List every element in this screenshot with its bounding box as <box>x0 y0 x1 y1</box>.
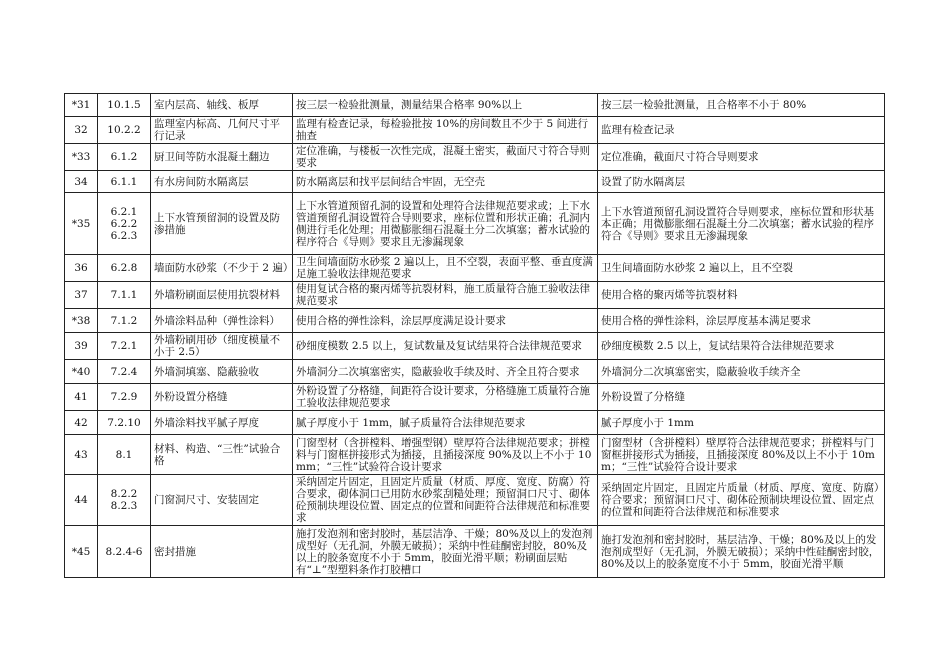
result-text: 砂细度模数 2.5 以上，复试结果符合法律规范要求 <box>598 333 885 360</box>
result-text: 腻子厚度小于 1mm <box>598 411 885 435</box>
table-row <box>65 94 885 117</box>
clause-reference: 10.1.5 <box>98 94 151 117</box>
clause-reference: 6.2.8 <box>98 255 151 282</box>
table-row <box>65 526 885 578</box>
clause-reference: 10.2.2 <box>98 117 151 144</box>
check-item: 上下水管预留洞的设置及防渗措施 <box>151 193 293 255</box>
result-text: 上下水管道预留孔洞设置符合导则要求，座标位置和形状基本正确；用微膨胀细石混凝土分二次填塞；蓄水试验的程序符合《导则》要求且无渗漏现象 <box>598 193 885 255</box>
requirement-text: 砂细度模数 2.5 以上，复试数量及复试结果符合法律规范要求 <box>293 333 598 360</box>
check-item: 厨卫间等防水混凝土翻边 <box>151 144 293 171</box>
check-item: 监理室内标高、几何尺寸平行记录 <box>151 117 293 144</box>
row-number: 37 <box>65 282 98 309</box>
requirement-text: 外墙洞分二次填塞密实，隐蔽验收手续及时、齐全且符合要求 <box>293 360 598 384</box>
requirement-text: 施打发泡剂和密封胶时，基层洁净、干燥；80%及以上的发泡剂成型好（无孔洞，外膜无破损）；采纳中性硅酮密封胶，80%及以上的胶条宽度不小于 5mm，胶面光滑平顺；粉刷面层贴有“⊥”型塑料条作打胶槽口 <box>293 526 598 578</box>
requirement-text: 按三层一检验批测量，测量结果合格率 90%以上 <box>293 94 598 117</box>
check-item: 密封措施 <box>151 526 293 578</box>
table-row <box>65 411 885 435</box>
inspection-table-body <box>65 94 885 578</box>
requirement-text: 防水隔离层和找平层间结合牢固，无空壳 <box>293 171 598 193</box>
requirement-text: 监理有检查记录，每检验批按 10%的房间数且不少于 5 间进行抽查 <box>293 117 598 144</box>
requirement-text: 使用合格的弹性涂料，涂层厚度满足设计要求 <box>293 309 598 333</box>
row-number: 44 <box>65 475 98 526</box>
check-item: 材料、构造、“三性”试验合格 <box>151 435 293 475</box>
requirement-text: 采纳固定片固定，且固定片质量（材质、厚度、宽度、防腐）符合要求，砌体洞口已用防水砂浆刮糙处理；预留洞口尺寸、砌体砼预制块埋设位置、固定点的位置和间距符合法律规范和标准要求 <box>293 475 598 526</box>
row-number: *31 <box>65 94 98 117</box>
result-text: 监理有检查记录 <box>598 117 885 144</box>
check-item: 外墙涂料品种（弹性涂料） <box>151 309 293 333</box>
clause-reference: 6.1.2 <box>98 144 151 171</box>
row-number: *35 <box>65 193 98 255</box>
check-item: 门窗洞尺寸、安装固定 <box>151 475 293 526</box>
clause-reference: 7.1.2 <box>98 309 151 333</box>
check-item: 外墙粉刷面层使用抗裂材料 <box>151 282 293 309</box>
row-number: 36 <box>65 255 98 282</box>
requirement-text: 定位准确，与楼板一次性完成，混凝土密实，截面尺寸符合导则要求 <box>293 144 598 171</box>
row-number: 42 <box>65 411 98 435</box>
clause-reference: 7.2.4 <box>98 360 151 384</box>
requirement-text: 卫生间墙面防水砂浆 2 遍以上，且不空裂，表面平整、垂直度满足施工验收法律规范要求 <box>293 255 598 282</box>
result-text: 外粉设置了分格缝 <box>598 384 885 411</box>
table-row <box>65 171 885 193</box>
row-number: 43 <box>65 435 98 475</box>
table-row <box>65 435 885 475</box>
table-row <box>65 117 885 144</box>
check-item: 外墙粉刷用砂（细度模量不小于 2.5） <box>151 333 293 360</box>
result-text: 施打发泡剂和密封胶时，基层洁净、干燥；80%及以上的发泡剂成型好（无孔洞，外膜无破损）；采纳中性硅酮密封胶，80%及以上的胶条宽度不小于 5mm，胶面光滑平顺 <box>598 526 885 578</box>
row-number: *33 <box>65 144 98 171</box>
row-number: 39 <box>65 333 98 360</box>
check-item: 墙面防水砂浆（不少于 2 遍） <box>151 255 293 282</box>
clause-reference: 7.1.1 <box>98 282 151 309</box>
check-item: 有水房间防水隔离层 <box>151 171 293 193</box>
row-number: *38 <box>65 309 98 333</box>
requirement-text: 门窗型材（含拼樘料、增强型钢）壁厚符合法律规范要求；拼樘料与门窗框拼接形式为插接，且插接深度 90%及以上不小于 10mm；“三性”试验符合设计要求 <box>293 435 598 475</box>
table-row <box>65 360 885 384</box>
result-text: 使用合格的聚丙烯等抗裂材料 <box>598 282 885 309</box>
check-item: 室内层高、轴线、板厚 <box>151 94 293 117</box>
row-number: 34 <box>65 171 98 193</box>
row-number: 41 <box>65 384 98 411</box>
clause-reference: 8.2.4-6 <box>98 526 151 578</box>
table-row <box>65 144 885 171</box>
result-text: 门窗型材（含拼樘料）壁厚符合法律规范要求；拼樘料与门窗框拼接形式为插接，且插接深度 80%及以上不小于 10mm；“三性”试验符合设计要求 <box>598 435 885 475</box>
result-text: 使用合格的弹性涂料，涂层厚度基本满足要求 <box>598 309 885 333</box>
clause-reference: 8.2.2 8.2.3 <box>98 475 151 526</box>
table-row <box>65 309 885 333</box>
row-number: *40 <box>65 360 98 384</box>
clause-reference: 7.2.1 <box>98 333 151 360</box>
row-number: *45 <box>65 526 98 578</box>
inspection-table <box>64 93 885 578</box>
table-row <box>65 475 885 526</box>
clause-reference: 7.2.9 <box>98 384 151 411</box>
table-row <box>65 255 885 282</box>
result-text: 采纳固定片固定，且固定片质量（材质、厚度、宽度、防腐）符合要求；预留洞口尺寸、砌体砼预制块埋设位置、固定点的位置和间距符合法律规范和标准要求 <box>598 475 885 526</box>
result-text: 设置了防水隔离层 <box>598 171 885 193</box>
table-row <box>65 384 885 411</box>
result-text: 外墙洞分二次填塞密实，隐蔽验收手续齐全 <box>598 360 885 384</box>
check-item: 外墙洞填塞、隐蔽验收 <box>151 360 293 384</box>
clause-reference: 7.2.10 <box>98 411 151 435</box>
requirement-text: 外粉设置了分格缝，间距符合设计要求，分格缝施工质量符合施工验收法律规范要求 <box>293 384 598 411</box>
result-text: 按三层一检验批测量，且合格率不小于 80% <box>598 94 885 117</box>
clause-reference: 8.1 <box>98 435 151 475</box>
requirement-text: 使用复试合格的聚丙烯等抗裂材料，施工质量符合施工验收法律规范要求 <box>293 282 598 309</box>
clause-reference: 6.2.1 6.2.2 6.2.3 <box>98 193 151 255</box>
check-item: 外粉设置分格缝 <box>151 384 293 411</box>
result-text: 卫生间墙面防水砂浆 2 遍以上，且不空裂 <box>598 255 885 282</box>
row-number: 32 <box>65 117 98 144</box>
table-row <box>65 333 885 360</box>
clause-reference: 6.1.1 <box>98 171 151 193</box>
result-text: 定位准确，截面尺寸符合导则要求 <box>598 144 885 171</box>
requirement-text: 腻子厚度小于 1mm，腻子质量符合法律规范要求 <box>293 411 598 435</box>
table-row <box>65 193 885 255</box>
table-row <box>65 282 885 309</box>
requirement-text: 上下水管道预留孔洞的设置和处理符合法律规范要求或；上下水管道预留孔洞设置符合导则要求，座标位置和形状正确；孔洞内侧进行毛化处理；用微膨胀细石混凝土分二次填塞；蓄水试验的程序符合《导则》要求且无渗漏现象 <box>293 193 598 255</box>
check-item: 外墙涂料找平腻子厚度 <box>151 411 293 435</box>
